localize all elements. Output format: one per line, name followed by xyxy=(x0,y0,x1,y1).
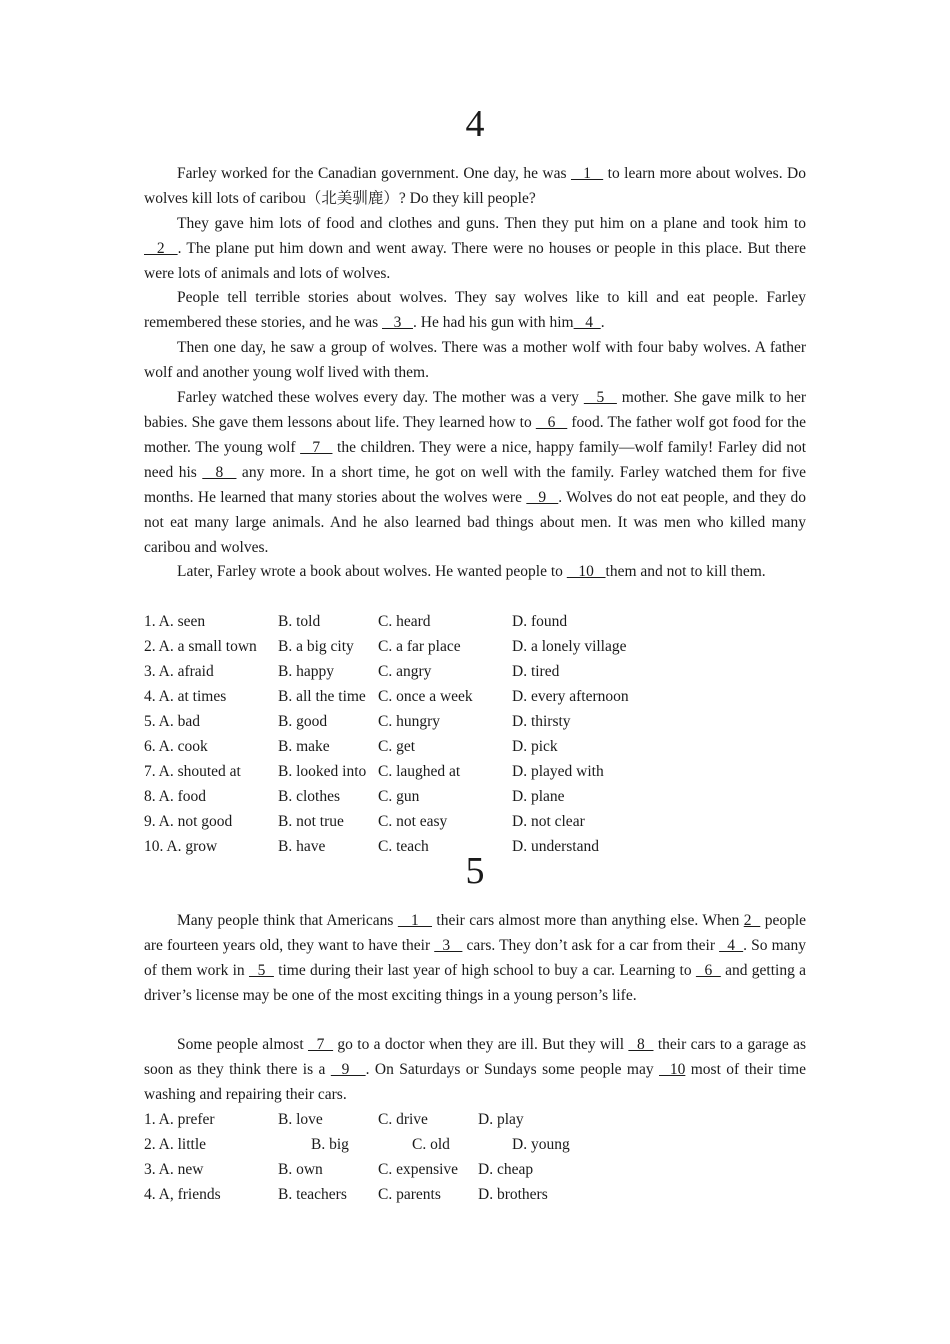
answer-blank: 3 xyxy=(382,314,414,331)
answer-blank: 5 xyxy=(248,962,274,979)
option-b: B. not true xyxy=(278,813,344,830)
paragraph-text: to learn more about wolves. Do wolves kill lots of caribou（北美驯鹿）? Do they kill people? xyxy=(144,165,807,207)
option-a: 7. A. shouted at xyxy=(144,763,241,780)
option-a: 8. A. food xyxy=(144,788,206,805)
paragraph-text: people are fourteen years old, they want to have their xyxy=(144,912,807,954)
paragraph-text: Some people almost xyxy=(177,1036,308,1053)
answer-blank: 3 xyxy=(434,937,463,954)
answer-blank: 6 xyxy=(695,962,721,979)
option-d: D. found xyxy=(512,613,568,630)
option-c: C. heard xyxy=(378,613,431,630)
option-c: C. not easy xyxy=(378,813,448,830)
section-4-paragraph xyxy=(144,211,806,286)
paragraph-text: Later, Farley wrote a book about wolves. He wanted people to xyxy=(177,563,567,580)
answer-blank: _7_ xyxy=(300,439,333,456)
paragraph-text: any more. In a short time, he got on well with the family. Farley watched them for five months. He learned that many stories about the wolves were xyxy=(144,464,806,506)
option-d: D. a lonely village xyxy=(512,638,627,655)
option-c: C. parents xyxy=(378,1186,441,1203)
option-b: B. clothes xyxy=(278,788,340,805)
paragraph-text: their cars to a garage as soon as they think there is a xyxy=(144,1036,807,1078)
answer-blank: _5_ xyxy=(583,389,617,406)
section-4-paragraph xyxy=(144,559,806,584)
answer-blank: _6_ xyxy=(535,414,568,431)
option-a: 1. A. seen xyxy=(144,613,206,630)
answer-blank: _2_ xyxy=(144,240,178,257)
answer-blank: 4 xyxy=(573,314,601,331)
option-c: C. teach xyxy=(378,838,429,855)
option-c: C. angry xyxy=(378,663,432,680)
paragraph-text: People tell terrible stories about wolves. They say wolves like to kill and eat people. Farley remembered these stories, and he was xyxy=(144,289,806,331)
option-c: C. expensive xyxy=(378,1161,459,1178)
option-b: B. good xyxy=(278,713,328,730)
option-b: B. told xyxy=(278,613,321,630)
answer-blank: 1 xyxy=(397,912,432,929)
paragraph-text: cars. They don’t ask for a car from their xyxy=(462,937,720,954)
option-a: 10. A. grow xyxy=(144,838,218,855)
paragraph-text: their cars almost more than anything else. When xyxy=(432,912,744,929)
answer-blank: _1_ xyxy=(570,165,604,182)
paragraph-text: Farley watched these wolves every day. The mother was a very xyxy=(177,389,584,406)
option-d: D. play xyxy=(478,1111,524,1128)
paragraph-text: . So many of them work in xyxy=(144,937,807,979)
section-5-paragraph xyxy=(144,908,806,1008)
answer-blank: 7 xyxy=(307,1036,334,1053)
option-b: B. have xyxy=(278,838,326,855)
paragraph-text: Many people think that Americans xyxy=(177,912,398,929)
section-4-paragraph xyxy=(144,385,806,560)
option-d: D. every afternoon xyxy=(512,688,629,705)
paragraph-text: Farley worked for the Canadian government. One day, he was xyxy=(177,165,571,182)
option-b: B. big xyxy=(311,1136,349,1153)
option-c: C. gun xyxy=(378,788,420,805)
section-4-number: 4 xyxy=(465,103,485,145)
option-d: D. not clear xyxy=(512,813,585,830)
answer-blank: 10 xyxy=(659,1061,686,1078)
option-a: 2. A. little xyxy=(144,1136,206,1153)
option-c: C. old xyxy=(412,1136,450,1153)
option-c: C. get xyxy=(378,738,416,755)
answer-blank: 9 xyxy=(330,1061,366,1078)
option-b: B. a big city xyxy=(278,638,354,655)
section-4-paragraph xyxy=(144,161,806,211)
option-d: D. understand xyxy=(512,838,599,855)
section-4-paragraph xyxy=(144,335,806,385)
option-a: 4. A. at times xyxy=(144,688,227,705)
option-d: D. pick xyxy=(512,738,558,755)
option-c: C. drive xyxy=(378,1111,428,1128)
option-c: C. a far place xyxy=(378,638,461,655)
option-c: C. laughed at xyxy=(378,763,461,780)
option-d: D. brothers xyxy=(478,1186,548,1203)
answer-blank: _10_ xyxy=(566,563,606,580)
option-d: D. thirsty xyxy=(512,713,571,730)
paragraph-text: . xyxy=(600,314,605,331)
option-d: D. young xyxy=(512,1136,570,1153)
option-c: C. once a week xyxy=(378,688,473,705)
option-d: D. plane xyxy=(512,788,565,805)
answer-blank: _8_ xyxy=(202,464,237,481)
option-d: D. played with xyxy=(512,763,604,780)
option-a: 2. A. a small town xyxy=(144,638,257,655)
paragraph-text: food. The father wolf got food for the mother. The young wolf xyxy=(144,414,807,456)
option-d: D. tired xyxy=(512,663,560,680)
option-a: 5. A. bad xyxy=(144,713,200,730)
paragraph-text: They gave him lots of food and clothes and guns. Then they put him on a plane and took him to xyxy=(177,215,806,232)
paragraph-text: . He had his gun with him xyxy=(413,314,574,331)
answer-blank: _9_ xyxy=(526,489,559,506)
option-b: B. looked into xyxy=(278,763,367,780)
option-b: B. all the time xyxy=(278,688,366,705)
option-a: 1. A. prefer xyxy=(144,1111,215,1128)
section-4-paragraph xyxy=(144,285,806,335)
section-5-paragraph xyxy=(144,1032,806,1107)
paragraph-text: . The plane put him down and went away. There were no houses or people in this place. But there were lots of animals and lots of wolves. xyxy=(144,240,806,282)
option-c: C. hungry xyxy=(378,713,440,730)
paragraph-text: them and not to kill them. xyxy=(605,563,766,580)
option-a: 3. A. new xyxy=(144,1161,204,1178)
option-b: B. happy xyxy=(278,663,334,680)
paragraph-text: time during their last year of high school to buy a car. Learning to xyxy=(273,962,696,979)
section-5-number: 5 xyxy=(465,850,485,892)
paragraph-text: . Wolves do not eat people, and they do not eat many large animals. And he also learned bad things about men. It was men who killed many caribou and wolves. xyxy=(144,489,806,556)
paragraph-text: and getting a driver’s license may be one of the most exciting things in a young person’s life. xyxy=(144,962,807,1004)
option-b: B. own xyxy=(278,1161,323,1178)
paragraph-text: mother. She gave milk to her babies. She gave them lessons about life. They learned how to xyxy=(144,389,806,431)
option-d: D. cheap xyxy=(478,1161,534,1178)
option-a: 3. A. afraid xyxy=(144,663,214,680)
paragraph-text: most of their time washing and repairing their cars. xyxy=(144,1061,806,1103)
answer-blank: 8 xyxy=(628,1036,654,1053)
option-b: B. make xyxy=(278,738,330,755)
option-b: B. love xyxy=(278,1111,323,1128)
paragraph-text: go to a doctor when they are ill. But they will xyxy=(333,1036,629,1053)
option-b: B. teachers xyxy=(278,1186,347,1203)
option-a: 4. A, friends xyxy=(144,1186,221,1203)
option-a: 9. A. not good xyxy=(144,813,233,830)
paragraph-text: . On Saturdays or Sundays some people may xyxy=(365,1061,660,1078)
option-a: 6. A. cook xyxy=(144,738,208,755)
paragraph-text: the children. They were a nice, happy family—wolf family! Farley did not need his xyxy=(144,439,807,481)
answer-blank: 4 xyxy=(719,937,744,954)
paragraph-text: Then one day, he saw a group of wolves. There was a mother wolf with four baby wolves. A father wolf and another young wolf lived with them. xyxy=(144,339,806,381)
answer-blank: 2 xyxy=(743,912,761,929)
